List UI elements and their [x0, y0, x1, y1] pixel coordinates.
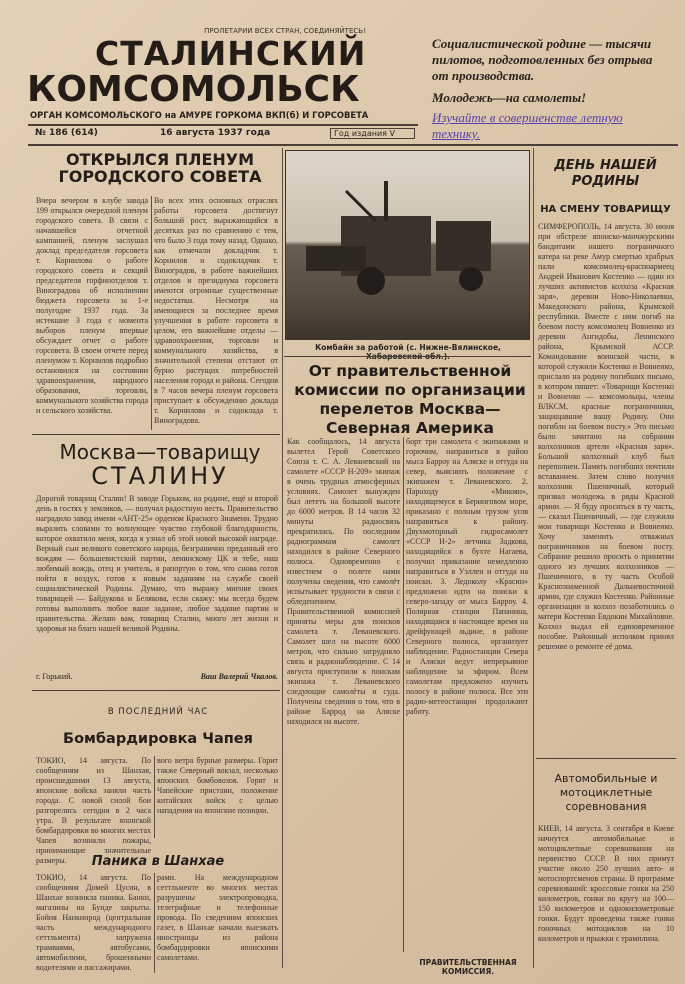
- stalin-letter-place: г. Горький.: [36, 672, 73, 681]
- issue-date: 16 августа 1937 года: [160, 128, 271, 138]
- col-divider: [403, 437, 404, 952]
- publication-year: Год издания V: [330, 128, 415, 139]
- issue-number: № 186 (614): [35, 128, 98, 138]
- stalin-bottom-rule: [32, 690, 280, 691]
- combine-silhouette-icon: [286, 151, 531, 341]
- auto-race-headline: Автомобильные и мотоциклетные соревнования: [554, 772, 658, 813]
- slogan-youth: Молодежь—на самолеты!: [432, 90, 587, 105]
- commission-signature: ПРАВИТЕЛЬСТВЕННАЯ КОМИССИЯ.: [419, 958, 517, 976]
- homeland-headline: ДЕНЬ НАШЕЙ РОДИНЫ: [554, 158, 657, 189]
- commission-text-col2: борт три самолета с экипажами и горючим, направиться в район мыса Барроу на Аляске и оттуда на север, выяснить положение с экипажем т. Леваневского. 2. Пароходу «Микоян», находящемуся в Беринговом море, приказано с полным грузом угля направиться к району. Двухмоторный гидросамолет «СССР Н-2» летчика Задкова, находящийся в бухте Нагаева, получил приказание немедленно направиться в Уэллен и оттуда на поиски. 3. Ледоколу «Красин» предложено идти на поиски к северо-западу от мыса Барроу. 4. Полярная станция Папанина, находящаяся в настоящее время на дрейфующей льдине, в районе Северного полюса, организует наблюдение. Радиостанции Севера и Аляски ведут непрерывное наблюдение за эфиром. Всем самолетам предложено изучить полосу в районе полюса. Все эти радио-метеостанции продолжают работу.: [406, 437, 528, 716]
- masthead-motto: ПРОЛЕТАРИИ ВСЕХ СТРАН, СОЕДИНЯЙТЕСЬ!: [204, 27, 366, 35]
- plenum-headline: ОТКРЫЛСЯ ПЛЕНУМ ГОРОДСКОГО СОВЕТА: [58, 150, 262, 186]
- masthead-subtitle: ОРГАН КОМСОМОЛЬСКОГО на АМУРЕ ГОРКОМА ВКП(б) И ГОРСОВЕТА: [30, 110, 369, 120]
- col-divider: [533, 148, 534, 968]
- plenum-text-col1: Вчера вечером в клубе завода 199 открылся очередной пленум городского совета. В связи с начавшейся отчетной кампанией, пленум заслушал доклад председателя горсовета т. Корнилова о работе городского совета и секций председателя горфинотделов т. Виноградова об исполнении бюджета горсовета за 1-е полугодие 1937 года. За истекшие 3 года с момента выборов пленум впервые обсуждает отчет о работе горсовета. В своем отчете перед пленумом т. Корнилов подробно остановился на состоянии здравоохранения, народного образования, торговли, коммунального хозяйства города и сельского хозяйства.: [36, 196, 148, 415]
- stalin-headline-line1: Москва—товарищу: [59, 440, 261, 464]
- chapei-text-col2: вого ветра бурные размеры. Горит также Северный вокзал, несколько японских бомбовозов. Горят и Чапейские пристани, положение китайских войск с целью нападения на японские позиции.: [157, 756, 278, 815]
- panic-headline: Паника в Шанхае: [91, 854, 225, 869]
- plenum-bottom-rule: [32, 434, 280, 435]
- homeland-text: СИМФЕРОПОЛЬ, 14 августа. 30 июня при обстреле японско-манчжурскими бандитами нашего пограничного катера на реке Амур смертью храбрых пали комсомолец-красноармеец Андрей Иванович Костенко — один из лучших активистов колхоза «Красная заря», деревни Ново-Николаевки, Македонского района, Крымской республики. Вместе с ним погиб на боевом посту комсомолец Вовненко из деревни Ангидобы, Ленинского района, Крымской АССР. Командование воинской части, в которой служили Костенко и Вовненко, прислало на родину погибших письмо, в котором пишет: «Товарищи Костенко и Вовненко — комсомольцы, члены ВЛКСМ, красные пограничники, защищавшие вашу Родину. Они погибли на боевом посту.» Это письмо было зачитано на собрании колхозников артели «Красная заря». Большой колхозный клуб был переполнен. Память погибших почтили вставанием. Затем слово получил колхозник Пшеничный, который призвал молодежь в ряды Красной армии. — Я буду проситься в ту часть, — сказал Пшеничный, — где служили мои товарищи Костенко и Вовненко. Хочу заменить отважных пограничников на боевом посту. Собрание решило просить о принятии одного из лучших колхозников — Пшеничного, в ту часть Особой Краснознаменной Дальневосточной армии, где служил Костенко. Районные организации и колхоз позаботились о матери Костенко Евдокии Михайловне. Колхоз выдал ей единовременное пособие. Районный исполком принял решение о ремонте её дома.: [538, 222, 674, 651]
- photo-bottom-rule: [284, 356, 531, 357]
- slogan-flight-technique: Изучайте в совершенстве летную технику.: [432, 110, 623, 141]
- chapei-headline: Бомбардировка Чапея: [63, 731, 253, 747]
- top-section-rule: [28, 144, 678, 146]
- combine-photo: [285, 150, 530, 340]
- panic-text-col1: ТОКИО, 14 августа. По сообщениям Домей Цусин, в Шанхае возникла паника. Банки, магазины на Бунде закрыты. Бойня Нанкинрод (центральная часть международного сеттльмента) запружена трамваями, автобусами, автомобилями, брошенными водителями и пассажирами.: [36, 873, 151, 972]
- masthead-title-line1: СТАЛИНСКИЙ: [95, 34, 367, 73]
- last-hour-label: В ПОСЛЕДНИЙ ЧАС: [107, 707, 209, 717]
- col-divider: [282, 148, 283, 968]
- col-divider: [154, 873, 155, 973]
- masthead-rule: [28, 124, 418, 126]
- col-divider: [154, 756, 155, 838]
- stalin-letter-text: Дорогой товарищ Сталин! В заводе Горьком, на родине, ещё и второй день в гостях у земляков, — получал радостную весть. Правительство наградило завод имени «АНТ-25» орденом Красного Знамени. Трудно выразить словами то волнующее чувство глубокой благодарности, которое охватило меня, когда я узнал об этой новой высокой награде. Верный сын великого советского народа, безгранично преданный его вождям — большевистской партии, ленинскому ЦК и тебе, наш любимый вождь, отец и учитель, я рапортую о том, что снова готов пойти в воздух, готов к новым заданиям на службе своей социалистической Родины. Думаю, что выражу мнение своих товарищей — Байдукова и Белякова, если скажу: мы всегда будем готовы выполнить любое ваше задание, любое задание партии и правительства. Желаю вам, товарищ Сталин, много лет жизни и здоровья на благо нашей великой Родины.: [36, 494, 278, 633]
- col-divider: [151, 196, 152, 430]
- plenum-text-col2: Во всех этих основных отраслях работы горсовета достигнут большой рост, выражающийся в десятках раз по сравнению с тем, что было 3 года тому назад. Однако, как отмечали докладчик т. Корнилов и содокладчик т. Виноградов, в работе важнейших отделов и президиума горсовета имеются огромные существенные недостатки. Несмотря на имеющиеся за последнее время улучшения в работе горсовета в целом, его важнейшие отделы — здравоохранения, торговли и коммунального хозяйства, в значительной степени отстают от бурно растущих потребностей населения города и района. Сегодня в 7 часов вечера пленум горсовета приступает к обсуждению доклада т. Корнилова и содоклада т. Виноградова.: [154, 196, 278, 425]
- slogan-pilots: Социалистической родине — тысячи пилотов, подготовленных без отрыва от производства.: [432, 36, 653, 83]
- masthead-title-line2: КОМСОМОЛЬСК: [27, 69, 360, 110]
- commission-text-col1: Как сообщалось, 14 августа вылетел Герой Советского Союза т. С. А. Леваневский на самолете «СССР Н-209» экипаж в очень трудных атмосферных условиях. Самолет вынужден был лететь на большой высоте до 6000 метров. В 14 часов 32 минуты радиосвязь прекратилась. По последним радиограммам самолет находился в районе Северного полюса. Одновременно с известием о полете нами получены сведения, что самолёт испытывает трудности в связи с обледенением. Правительственной комиссией приняты меры для поисков самолета т. Леваневского. Самолет шел на высоте 6000 метров, что сильно затрудняло связь и радионаблюдение. С 14 августа приступили к поискам экипажа т. Леваневского следующие самолёты и суда. Получены сведения о том, что в районе Баррод на Аляске находился на высоте.: [287, 437, 400, 726]
- stalin-headline-line2: СТАЛИНУ: [91, 462, 229, 490]
- chapei-text-col1: ТОКИО, 14 августа. По сообщениям из Шанхая, происшедшими 13 августа, японские войска заняли часть города. С новой силой бои разгорелись сегодня в 2 часа утра. В результате японской бомбардировки во многих местах Чапея возникли пожары, принимающие значительные размеры.: [36, 756, 151, 865]
- homeland-bottom-rule: [536, 758, 676, 759]
- stalin-letter-signature: Ваш Валерий Чкалов.: [200, 672, 278, 681]
- photo-caption: Комбайн за работой (с. Нижне-Вялинское,: [315, 343, 501, 352]
- auto-race-text: КИЕВ, 14 августа. 3 сентября в Киеве начнутся автомобильные и мотоциклетные соревнования на первенство СССР. В них примут участие около 250 лучших авто- и мотоспортсменов страны. В программе соревнований: кроссовые гонки на 250 километров, гонки по кругу на 100—150 километров и однокилометровые гонки. Будут проведены также гонки гоночных мотоциклов на 10 километров и прыжки с трамплина.: [538, 824, 674, 943]
- commission-headline: От правительственной комиссии по организации перелетов Москва—Северная Америка: [294, 362, 526, 437]
- homeland-subhead: НА СМЕНУ ТОВАРИЩУ: [540, 204, 671, 215]
- panic-text-col2: рами. На международном сеттльменте во многих местах разрушены электропроводка, телеграфные и телефонные провода. По сведениям японских газет, в Шанхае начали выезжать иностранцы из района бомбардировки японскими самолетами.: [157, 873, 278, 962]
